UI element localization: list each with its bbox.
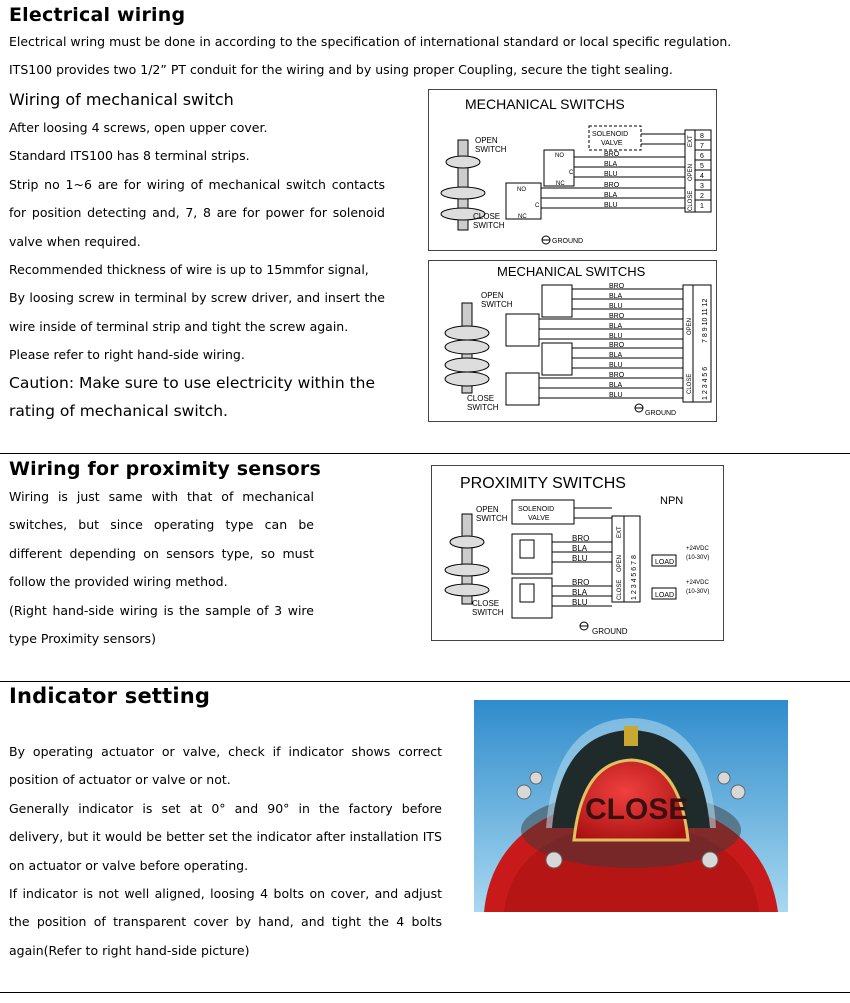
indicator-illustration — [474, 700, 788, 912]
ground-icon — [580, 622, 588, 630]
terminal-group-label: OPEN — [687, 317, 693, 335]
voltage-label: +24VDC — [686, 580, 709, 586]
section-title-proximity: Wiring for proximity sensors — [9, 458, 321, 480]
instruction-line: If indicator is not well aligned, loosing 4 bolts on cover, and adjust the position of transparent cover by hand, and tight the 4 bolts again(Refer to right hand-side picture) — [9, 886, 442, 958]
open-switch-label: OPEN — [476, 505, 499, 514]
terminal-group-label: OPEN — [617, 554, 623, 572]
terminal-number: 8 — [700, 133, 704, 140]
open-switch-label: OPEN — [481, 291, 504, 300]
c-label: C — [569, 170, 574, 176]
close-indicator-label: CLOSE — [585, 793, 689, 826]
electrical-paragraph-2: ITS100 provides two 1/2” PT conduit for the wiring and by using proper Coupling, secure the tight sealing. — [9, 62, 673, 77]
open-switch-label: SWITCH — [476, 514, 508, 523]
close-switch-label: CLOSE — [467, 394, 495, 403]
close-switch-label: SWITCH — [473, 221, 505, 230]
no-label: NO — [555, 153, 564, 159]
wire-label: BLA — [572, 544, 588, 553]
terminal-group-label: OPEN — [688, 163, 694, 181]
terminal-number: 4 — [700, 173, 704, 180]
section-title-indicator: Indicator setting — [9, 684, 211, 708]
instruction-line: Wiring is just same with that of mechanical switches, but since operating type can be different depending on sensors type, so must follow the provided wiring method. — [9, 489, 314, 590]
wire-label: BRO — [609, 283, 625, 290]
ground-icon — [542, 236, 550, 244]
close-switch-label: CLOSE — [472, 599, 500, 608]
load-label: LOAD — [655, 559, 675, 566]
terminal-number: 3 — [700, 183, 704, 190]
wire-label: BRO — [609, 342, 625, 349]
wire-label: BLA — [609, 352, 623, 359]
solenoid-label: VALVE — [601, 140, 623, 147]
mechanical-switch-subtitle: Wiring of mechanical switch — [9, 90, 234, 109]
wire-label: BLU — [572, 554, 588, 563]
section-title-electrical: Electrical wiring — [9, 4, 186, 26]
ground-label: GROUND — [592, 627, 628, 636]
actuator-cam-icon — [445, 303, 489, 393]
no-label: NO — [517, 187, 526, 193]
voltage-range: (10-30V) — [686, 555, 710, 561]
terminal-group-label: EXT — [688, 135, 694, 147]
indicator-photo — [474, 700, 788, 912]
terminal-group-label: EXT — [617, 526, 623, 538]
instruction-line: Recommended thickness of wire is up to 15mmfor signal, — [9, 262, 369, 278]
close-switch-label: CLOSE — [473, 212, 501, 221]
terminal-group-label: CLOSE — [617, 579, 623, 600]
solenoid-label: SOLENOID — [592, 131, 629, 138]
instruction-line: Generally indicator is set at 0° and 90° in the factory before delivery, but it would be better set the indicator after installation ITS on actuator or valve before operating. — [9, 800, 442, 873]
open-switch-label: OPEN — [475, 136, 498, 145]
c-label: C — [535, 203, 540, 209]
section-divider — [0, 992, 850, 993]
section-divider — [0, 453, 850, 454]
wire-label: BRO — [572, 534, 590, 543]
terminal-numbers: 1 2 3 4 5 6 7 8 — [631, 555, 638, 600]
open-switch-label: SWITCH — [481, 300, 513, 309]
proximity-switch-diagram — [431, 465, 724, 641]
terminal-number: 6 — [700, 153, 704, 160]
actuator-cam-icon — [445, 514, 489, 604]
wire-label: BLA — [609, 323, 623, 330]
ground-icon — [635, 404, 643, 412]
npn-label: NPN — [660, 495, 684, 507]
diagram-title: MECHANICAL SWITCHS — [465, 96, 625, 112]
wire-label: BLU — [604, 171, 618, 178]
wire-label: BLA — [604, 161, 618, 168]
diagram-12-terminal-svg — [429, 261, 716, 421]
load-label: LOAD — [655, 592, 675, 599]
instruction-line: By operating actuator or valve, check if indicator shows correct position of actuator or valve or not. — [9, 744, 442, 788]
wire-label: BRO — [572, 578, 590, 587]
proximity-diagram-svg — [432, 466, 723, 640]
wire-label: BLU — [609, 333, 623, 340]
instruction-line: Standard ITS100 has 8 terminal strips. — [9, 148, 250, 164]
wire-label: BLU — [572, 598, 588, 607]
terminal-number: 7 — [700, 143, 704, 150]
terminal-numbers-close: 1 2 3 4 5 6 — [702, 366, 709, 400]
voltage-label: +24VDC — [686, 546, 709, 552]
nc-label: NC — [556, 181, 565, 187]
wire-label: BRO — [609, 313, 625, 320]
mechanical-switch-diagram-12-terminal — [428, 260, 717, 422]
wire-label: BLA — [604, 192, 618, 199]
nc-label: NC — [518, 214, 527, 220]
proximity-instructions — [9, 483, 314, 653]
mechanical-switch-diagram-8-terminal — [428, 89, 717, 251]
diagram-8-terminal-svg — [429, 90, 716, 250]
open-switch-label: SWITCH — [475, 145, 507, 154]
terminal-number: 1 — [700, 203, 704, 210]
wire-label: BRO — [604, 151, 620, 158]
wire-label: BRO — [609, 372, 625, 379]
wire-label: BLU — [604, 202, 618, 209]
solenoid-label: VALVE — [528, 515, 550, 522]
section-divider — [0, 681, 850, 682]
wire-label: BLU — [609, 303, 623, 310]
proximity-sensor-boxes — [512, 534, 552, 618]
terminal-group-label: CLOSE — [687, 373, 693, 394]
diagram-title: MECHANICAL SWITCHS — [497, 264, 646, 279]
diagram-title: PROXIMITY SWITCHS — [460, 475, 626, 492]
voltage-range: (10-30V) — [686, 589, 710, 595]
instruction-line: After loosing 4 screws, open upper cover. — [9, 120, 268, 135]
terminal-number: 5 — [700, 163, 704, 170]
electrical-paragraph-1: Electrical wring must be done in according to the specification of international standard or local specific regulation. — [9, 34, 732, 49]
ground-label: GROUND — [645, 410, 677, 417]
terminal-group-label: CLOSE — [688, 190, 694, 211]
indicator-instructions — [9, 738, 442, 965]
switch-boxes — [506, 285, 572, 405]
wire-label: BLU — [609, 362, 623, 369]
ground-label: GROUND — [552, 238, 584, 245]
mechanical-switch-instructions — [9, 114, 385, 370]
terminal-number: 2 — [700, 193, 704, 200]
instruction-line: (Right hand-side wiring is the sample of 3 wire type Proximity sensors) — [9, 602, 314, 647]
terminal-numbers-open: 7 8 9 10 11 12 — [702, 298, 709, 343]
instruction-line: By loosing screw in terminal by screw driver, and insert the wire inside of terminal strip and tight the screw again. — [9, 290, 385, 334]
solenoid-label: SOLENOID — [518, 506, 555, 513]
wire-label: BLA — [609, 382, 623, 389]
close-switch-label: SWITCH — [467, 403, 499, 412]
caution-note: Caution: Make sure to use electricity within the rating of mechanical switch. — [9, 374, 376, 420]
wire-label: BLA — [572, 588, 588, 597]
instruction-line: Strip no 1~6 are for wiring of mechanical switch contacts for position detecting and, 7, 8 are for power for solenoid valve when required. — [9, 176, 385, 249]
wire-label: BLU — [609, 392, 623, 399]
wire-label: BLA — [609, 293, 623, 300]
close-switch-label: SWITCH — [472, 608, 504, 617]
instruction-line: Please refer to right hand-side wiring. — [9, 347, 245, 363]
wire-label: BRO — [604, 182, 620, 189]
